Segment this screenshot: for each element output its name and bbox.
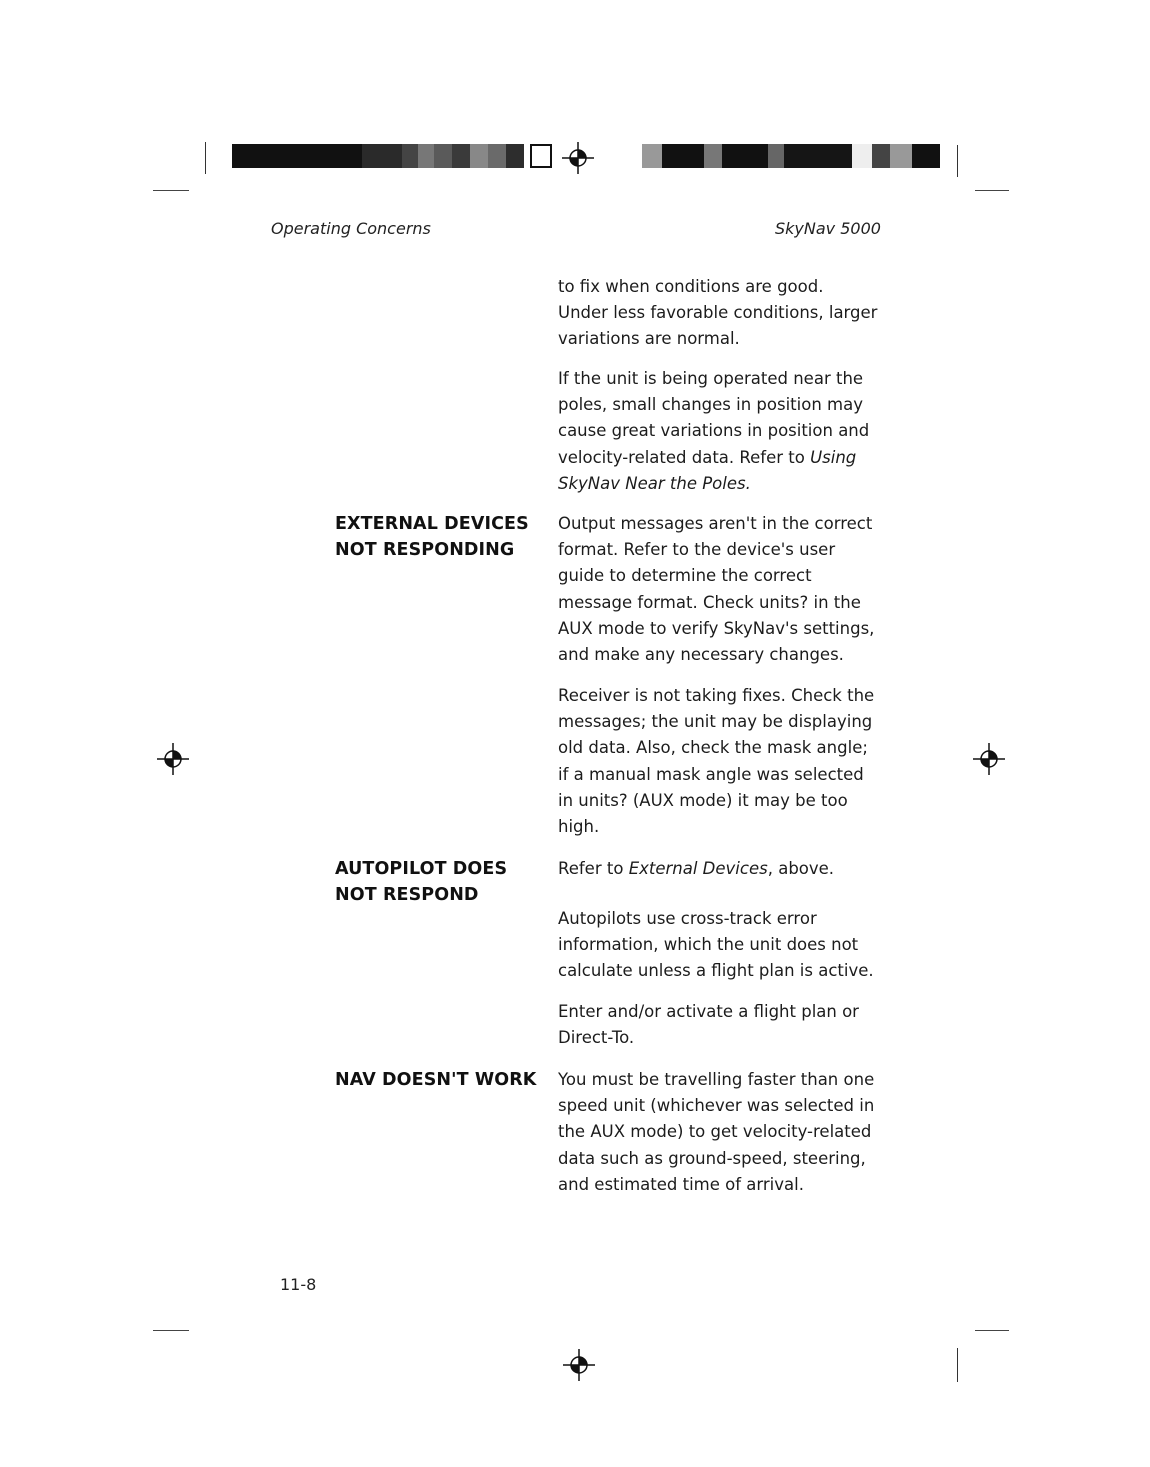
running-head-right: SkyNav 5000 xyxy=(775,219,881,238)
registration-target-icon xyxy=(157,743,189,775)
nav-paragraph xyxy=(558,1067,878,1198)
crop-mark xyxy=(153,1330,189,1331)
external-devices-paragraph-1 xyxy=(558,511,878,668)
crop-mark xyxy=(205,142,206,174)
running-head-left: Operating Concerns xyxy=(271,219,431,238)
paragraph: If the unit is being operated near the poles, small changes in position may cause great variations in position and velocity-related data. Refer to Using SkyNav Near the Poles. xyxy=(558,369,870,493)
crop-mark xyxy=(975,1330,1009,1331)
paragraph: to fix when conditions are good. Under less favorable conditions, larger variations are normal. xyxy=(558,277,878,349)
paragraph: You must be travelling faster than one speed unit (whichever was selected in the AUX mode) to get velocity-related data such as ground-speed, steering, and estimated time of arrival. xyxy=(558,1070,875,1194)
registration-bar-right xyxy=(642,144,940,168)
external-devices-paragraph-2 xyxy=(558,683,878,840)
crop-mark xyxy=(957,145,958,177)
registration-target-icon xyxy=(973,743,1005,775)
continuation-paragraph xyxy=(558,274,878,353)
crop-mark xyxy=(975,190,1009,191)
paragraph: Receiver is not taking fixes. Check the messages; the unit may be displaying old data. Also, check the mask angle; if a manual mask angle was selected in units? (AUX mode) it may be too high. xyxy=(558,686,875,837)
registration-bar-left xyxy=(232,144,552,168)
paragraph: Enter and/or activate a flight plan or Direct-To. xyxy=(558,1002,859,1048)
paragraph: Refer to External Devices, above. xyxy=(558,859,835,878)
section-heading-autopilot: AUTOPILOT DOES NOT RESPOND xyxy=(335,859,508,905)
registration-target-icon xyxy=(562,142,594,174)
autopilot-paragraph-1 xyxy=(558,906,878,985)
paragraph: Autopilots use cross-track error information, which the unit does not calculate unless a flight plan is active. xyxy=(558,909,874,981)
cross-reference: External Devices xyxy=(628,859,768,878)
autopilot-reference xyxy=(558,856,878,882)
poles-paragraph xyxy=(558,366,878,497)
crop-mark xyxy=(153,190,189,191)
section-heading-nav: NAV DOESN'T WORK xyxy=(335,1070,537,1090)
cross-reference: Using SkyNav Near the Poles. xyxy=(558,447,857,493)
autopilot-paragraph-2 xyxy=(558,999,878,1051)
paragraph: Output messages aren't in the correct format. Refer to the device's user guide to determine the correct message format. Check units? in the AUX mode to verify SkyNav's settings, and make any necessary changes. xyxy=(558,514,875,665)
registration-target-icon xyxy=(563,1349,595,1381)
section-heading-external-devices: EXTERNAL DEVICES NOT RESPONDING xyxy=(335,514,529,560)
crop-mark xyxy=(957,1348,958,1382)
page-number: 11-8 xyxy=(280,1275,317,1294)
